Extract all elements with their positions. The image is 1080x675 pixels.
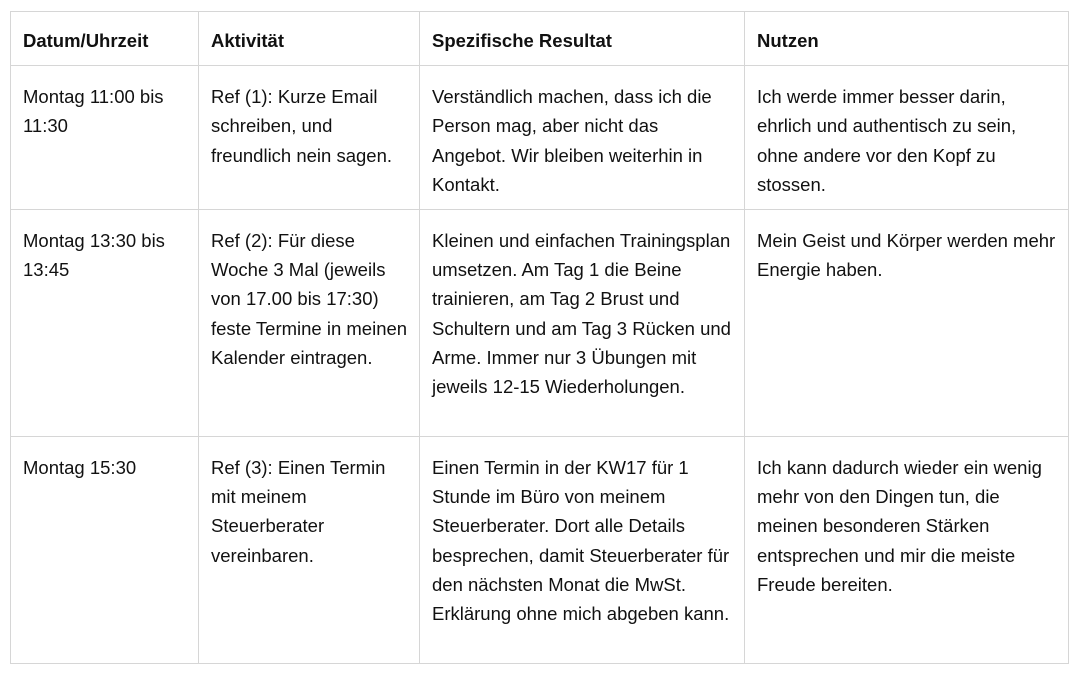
cell-aktivitaet: Ref (1): Kurze Email schreiben, und freundlich nein sagen. xyxy=(199,66,420,210)
header-resultat: Spezifische Resultat xyxy=(420,12,745,66)
cell-aktivitaet: Ref (2): Für diese Woche 3 Mal (jeweils von 17.00 bis 17:30) feste Termine in meinen Kalender eintragen. xyxy=(199,210,420,437)
header-datum: Datum/Uhrzeit xyxy=(11,12,199,66)
table-row xyxy=(11,437,1069,664)
table-row xyxy=(11,210,1069,437)
table-row xyxy=(11,66,1069,210)
cell-nutzen: Mein Geist und Körper werden mehr Energie haben. xyxy=(745,210,1069,437)
cell-aktivitaet: Ref (3): Einen Termin mit meinem Steuerberater vereinbaren. xyxy=(199,437,420,664)
schedule-table xyxy=(10,11,1069,664)
cell-resultat: Verständlich machen, dass ich die Person mag, aber nicht das Angebot. Wir bleiben weiterhin in Kontakt. xyxy=(420,66,745,210)
cell-nutzen: Ich kann dadurch wieder ein wenig mehr von den Dingen tun, die meinen besonderen Stärken entsprechen und mir die meiste Freude bereiten. xyxy=(745,437,1069,664)
table-container xyxy=(10,11,1068,664)
header-aktivitaet: Aktivität xyxy=(199,12,420,66)
cell-resultat: Einen Termin in der KW17 für 1 Stunde im Büro von meinem Steuerberater. Dort alle Details besprechen, damit Steuerberater für den nächsten Monat die MwSt. Erklärung ohne mich abgeben kann. xyxy=(420,437,745,664)
cell-nutzen: Ich werde immer besser darin, ehrlich und authentisch zu sein, ohne andere vor den Kopf zu stossen. xyxy=(745,66,1069,210)
cell-datum: Montag 13:30 bis 13:45 xyxy=(11,210,199,437)
cell-datum: Montag 11:00 bis 11:30 xyxy=(11,66,199,210)
cell-datum: Montag 15:30 xyxy=(11,437,199,664)
header-nutzen: Nutzen xyxy=(745,12,1069,66)
cell-resultat: Kleinen und einfachen Trainingsplan umsetzen. Am Tag 1 die Beine trainieren, am Tag 2 Brust und Schultern und am Tag 3 Rücken und Arme. Immer nur 3 Übungen mit jeweils 12-15 Wiederholungen. xyxy=(420,210,745,437)
header-row xyxy=(11,12,1069,66)
